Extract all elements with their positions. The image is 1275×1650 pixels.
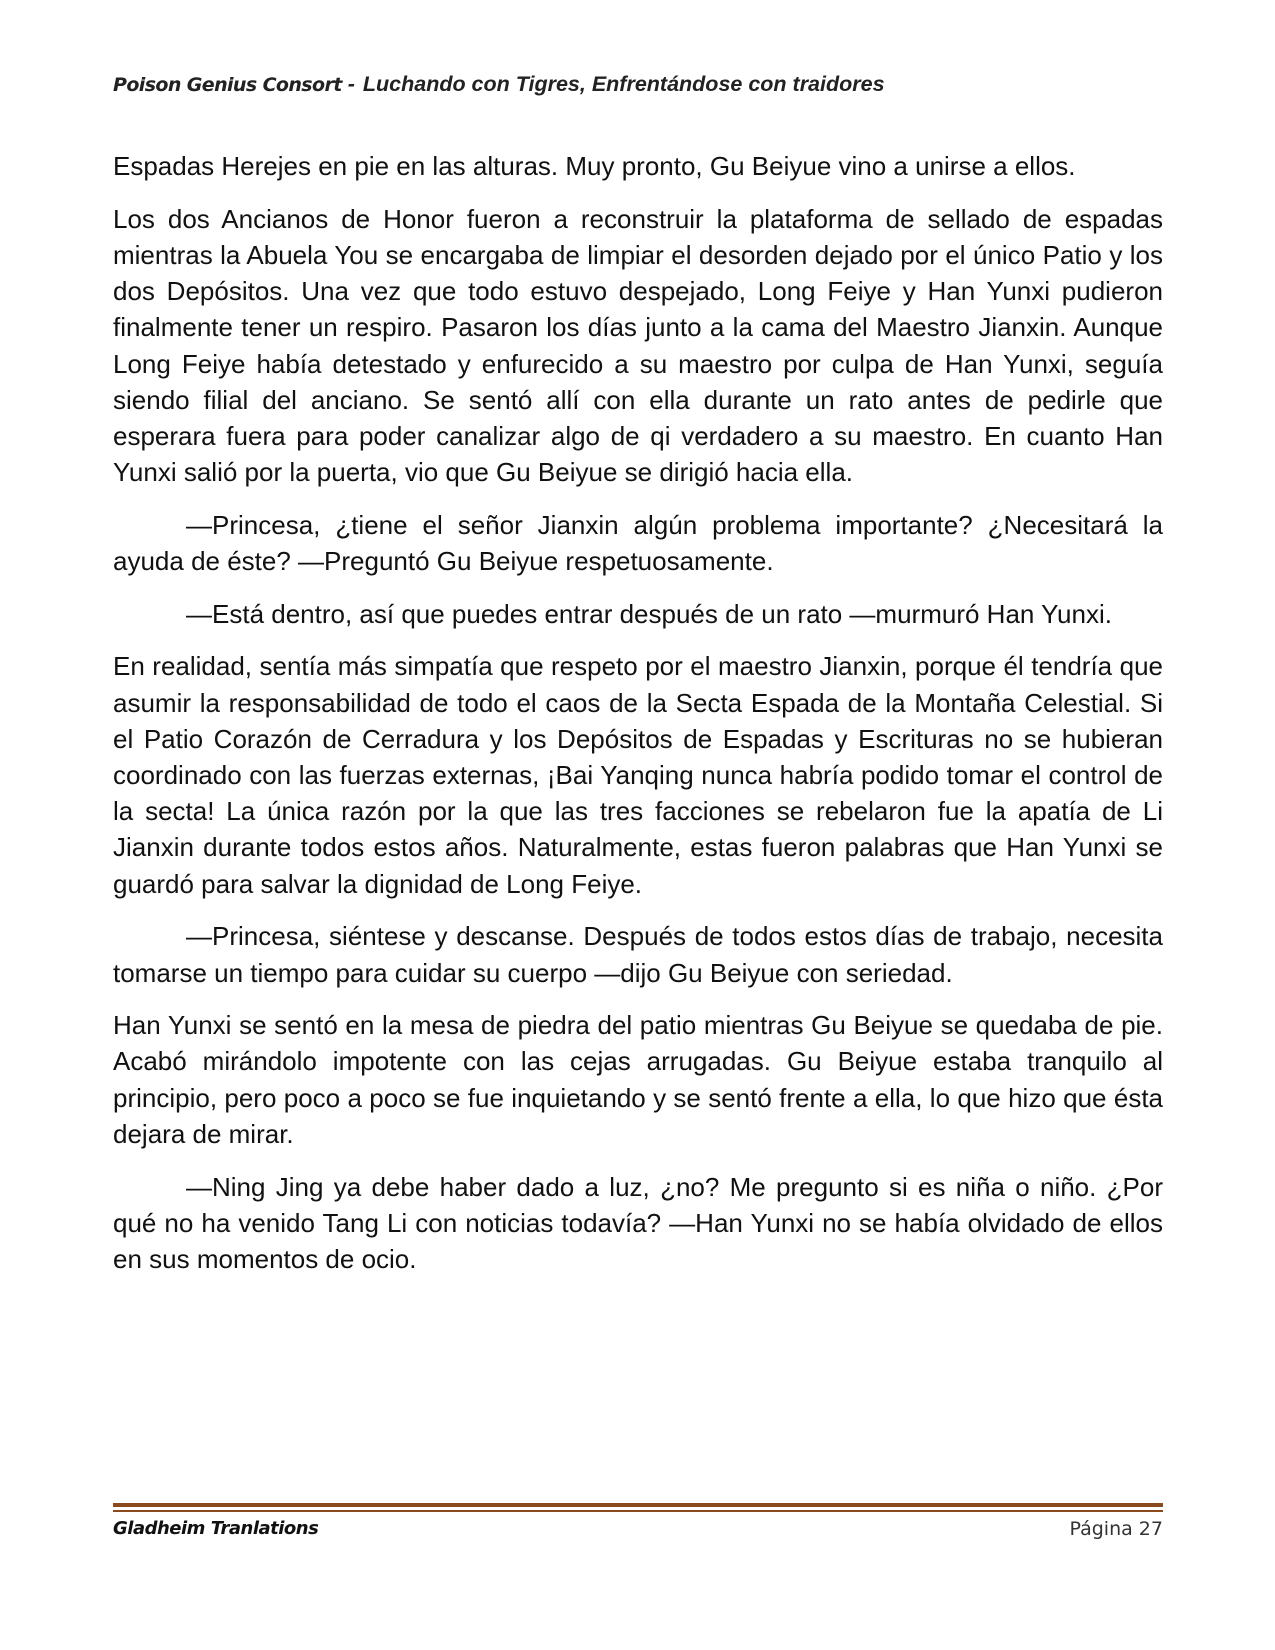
footer-divider-thin <box>113 1510 1163 1512</box>
footer-divider-thick <box>113 1503 1163 1507</box>
paragraph: Los dos Ancianos de Honor fueron a reconstruir la plataforma de sellado de espadas mientras la Abuela You se encargaba de limpiar el desorden dejado por el único Patio y los dos Depósitos. Una vez que todo estuvo despejado, Long Feiye y Han Yunxi pudieron finalmente tener un respiro. Pasaron los días junto a la cama del Maestro Jianxin. Aunque Long Feiye había detestado y enfurecido a su maestro por culpa de Han Yunxi, seguía siendo filial del anciano. Se sentó allí con ella durante un rato antes de pedirle que esperara fuera para poder canalizar algo de qi verdadero a su maestro. En cuanto Han Yunxi salió por la puerta, vio que Gu Beiyue se dirigió hacia ella. <box>113 203 1163 488</box>
running-header <box>113 72 1163 97</box>
dialogue-paragraph: —Princesa, siéntese y descanse. Después de todos estos días de trabajo, necesita tomarse un tiempo para cuidar su cuerpo —dijo Gu Beiyue con seriedad. <box>113 921 1163 988</box>
dialogue-paragraph: —Princesa, ¿tiene el señor Jianxin algún problema importante? ¿Necesitará la ayuda de éste? —Preguntó Gu Beiyue respetuosamente. <box>113 509 1163 577</box>
dialogue-paragraph: —Está dentro, así que puedes entrar después de un rato —murmuró Han Yunxi. <box>186 598 1112 629</box>
page-number: Página 27 <box>1069 1518 1163 1540</box>
publisher-name: Gladheim Tranlations <box>113 1518 319 1539</box>
series-title: Poison Genius Consort <box>113 74 342 96</box>
dialogue-paragraph: —Ning Jing ya debe haber dado a luz, ¿no? Me pregunto si es niña o niño. ¿Por qué no ha venido Tang Li con noticias todavía? —Han Yunxi no se había olvidado de ellos en sus momentos de ocio. <box>113 1171 1163 1274</box>
paragraph: Espadas Herejes en pie en las alturas. Muy pronto, Gu Beiyue vino a unirse a ellos. <box>113 151 1076 181</box>
chapter-title: Luchando con Tigres, Enfrentándose con traidores <box>362 72 885 96</box>
header-separator: - <box>347 72 355 96</box>
page-body <box>113 148 1163 1294</box>
paragraph: En realidad, sentía más simpatía que respeto por el maestro Jianxin, porque él tendría que asumir la responsabilidad de todo el caos de la Secta Espada de la Montaña Celestial. Si el Patio Corazón de Cerradura y los Depósitos de Espadas y Escrituras no se hubieran coordinado con las fuerzas externas, ¡Bai Yanqing nunca habría podido tomar el control de la secta! La única razón por la que las tres facciones se rebelaron fue la apatía de Li Jianxin durante todos estos años. Naturalmente, estas fueron palabras que Han Yunxi se guardó para salvar la dignidad de Long Feiye. <box>113 651 1163 899</box>
paragraph: Han Yunxi se sentó en la mesa de piedra del patio mientras Gu Beiyue se quedaba de pie. Acabó mirándolo impotente con las cejas arrugadas. Gu Beiyue estaba tranquilo al principio, pero poco a poco se fue inquietando y se sentó frente a ella, lo que hizo que ésta dejara de mirar. <box>113 1010 1163 1149</box>
